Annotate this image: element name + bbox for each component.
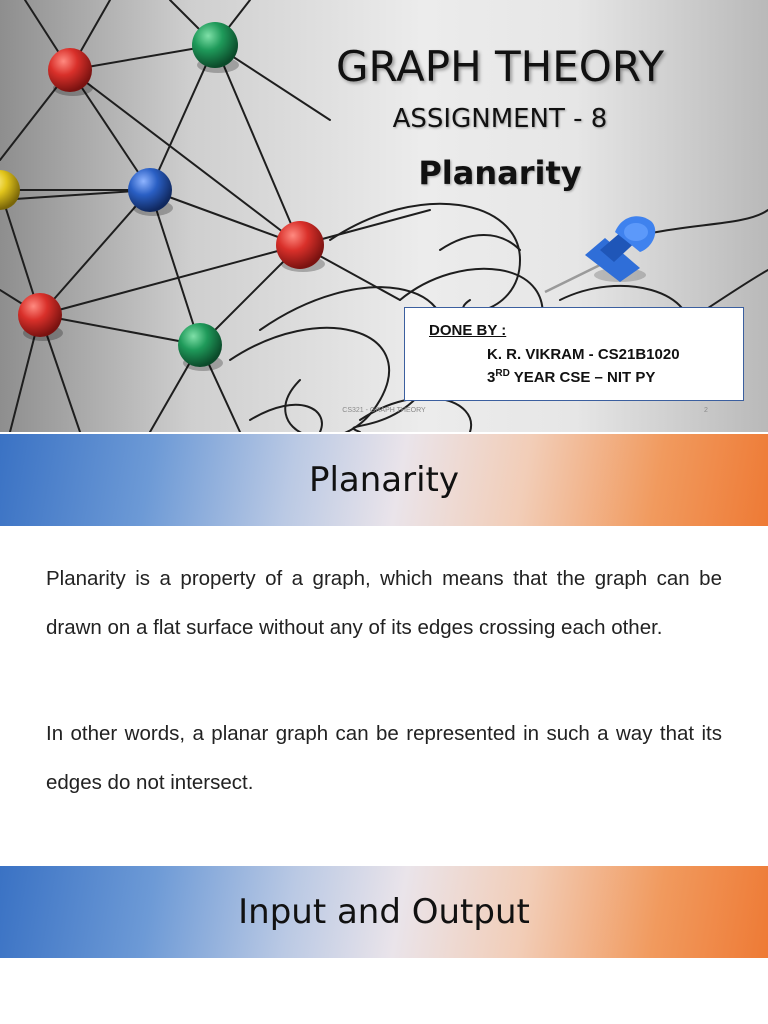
green-pin-top: [192, 22, 239, 73]
explanation-paragraph: In other words, a planar graph can be represented in such a way that its edges do not intersect.: [46, 722, 722, 794]
pushpin-icon: [545, 216, 655, 292]
green-pin-bottom: [178, 323, 223, 371]
planarity-slide: [0, 434, 768, 838]
red-pin-bottom-left: [18, 293, 63, 341]
year-suffix: RD: [495, 368, 510, 379]
author-name: K. R. VIKRAM - CS21B1020: [487, 346, 680, 363]
topic-title: Planarity: [418, 154, 582, 192]
year-number: 3: [487, 369, 496, 386]
slide-header-banner: [0, 866, 768, 958]
slide-footer: CS321 - GRAPH THEORY: [342, 407, 426, 414]
slide-number: 2: [704, 407, 708, 414]
deck-title: GRAPH THEORY: [335, 42, 664, 91]
author-box: [404, 307, 744, 401]
red-pin-center: [276, 221, 325, 272]
blue-pin: [128, 168, 173, 216]
slide-header-banner: [0, 434, 768, 526]
done-by-label: DONE BY :: [429, 322, 507, 339]
slide-heading: Planarity: [308, 460, 460, 500]
title-slide: [0, 0, 768, 432]
red-pin-top-left: [48, 48, 93, 96]
definition-paragraph: Planarity is a property of a graph, which means that the graph can be drawn on a flat surface without any of its edges crossing each other.: [46, 567, 722, 639]
assignment-subtitle: ASSIGNMENT - 8: [392, 104, 608, 134]
year-text: YEAR CSE – NIT PY: [509, 369, 656, 386]
input-output-slide: [0, 866, 768, 1024]
yellow-pin-edge: [0, 170, 20, 210]
author-year: [487, 368, 655, 386]
slide-heading: Input and Output: [238, 892, 530, 932]
